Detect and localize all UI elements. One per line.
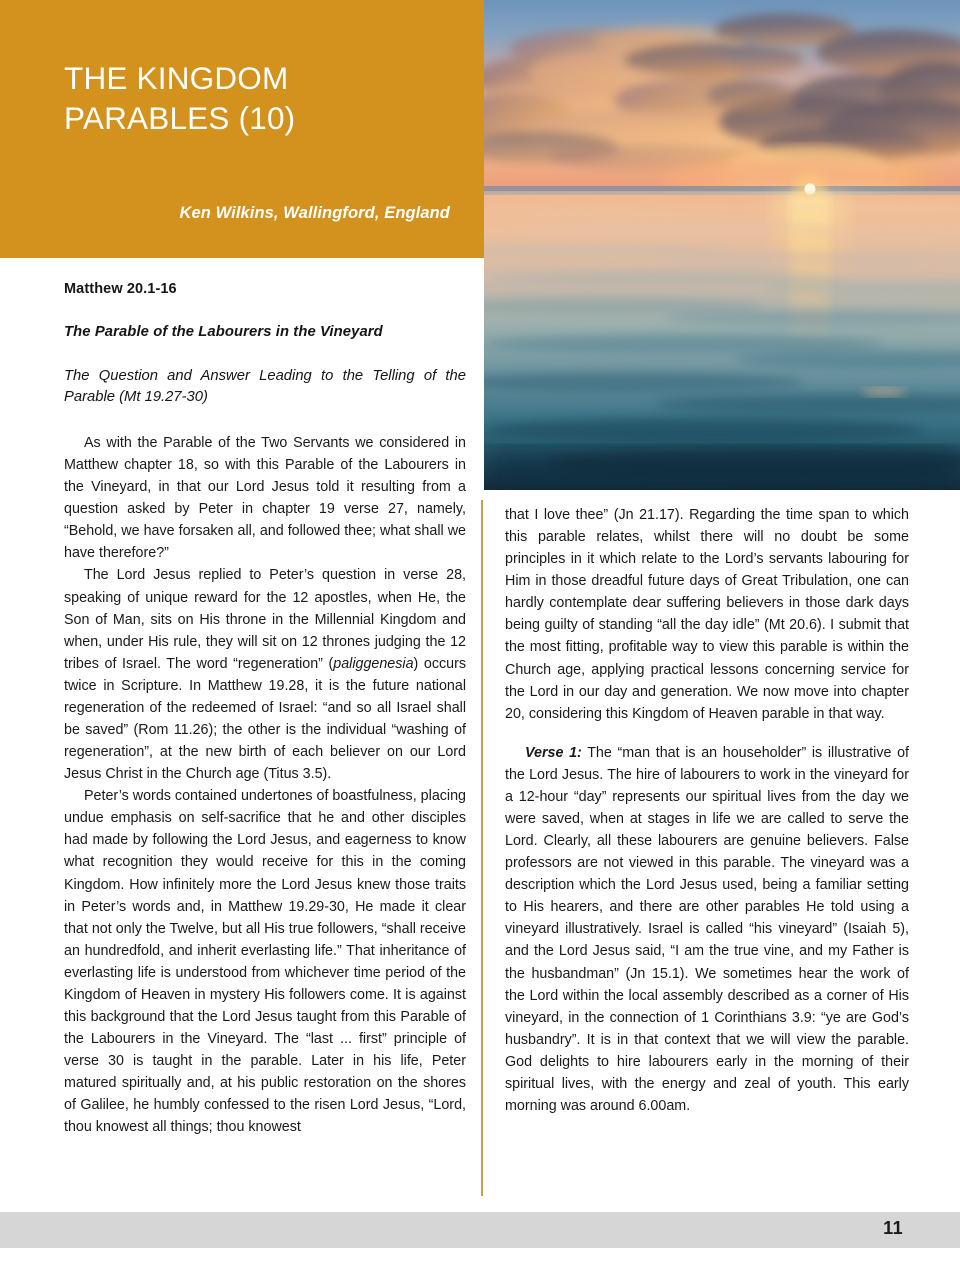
paragraph-part: ) occurs twice in Scripture. In Matthew 19.28, it is the future national regeneration of the redeemed of Israel: “and so all Israel shall be saved” (Rom 11.26); the other is the individual “washing of regeneration”, at the new birth of each believer on our Lord Jesus Christ in the Church age (Titus 3.5). (64, 655, 467, 783)
paragraph (505, 742, 909, 1117)
paragraph-part: The Lord Jesus replied to Peter’s question in verse 28, speaking of unique reward for the 12 apostles, when He, the Son of Man, sits on His throne in the Millennial Kingdom and when, under His rule, they will sit on 12 thrones judging the 12 tribes of Israel. The word “regeneration” ( (64, 567, 466, 672)
paragraph: that I love thee” (Jn 21.17). Regarding the time span to which this parable relates, whilst there will no doubt be some principles in it which relate to the Lord’s servants labouring for Him in those dreadful future days of Great Tribulation, one can hardly contemplate dear suffering believers in those dark days being guilty of standing “all the day idle” (Mt 20.6). I submit that the most fitting, profitable way to view this parable is within the Church age, applying practical lessons concerning service for the Lord in our day and generation. We now move into chapter 20, considering this Kingdom of Heaven parable in that way. (505, 507, 909, 722)
page-number: 11 (883, 1218, 903, 1238)
page-title-line-1: THE KINGDOM (64, 60, 289, 96)
column-divider (481, 500, 483, 1196)
body-column-right (505, 504, 909, 1194)
parable-title: The Parable of the Labourers in the Vineyard (64, 324, 383, 340)
paragraph: Peter’s words contained undertones of boastfulness, placing undue emphasis on self-sacrifice that he and other disciples had made by following the Lord Jesus, and eagerness to know what recognition they would receive for this in the coming Kingdom. How infinitely more the Lord Jesus knew those traits in Peter’s words and, in Matthew 19.29-30, He made it clear that not only the Twelve, but all His true followers, “shall receive an hundredfold, and inherit everlasting life.” That inheritance of everlasting life is understood from whichever time period of the Kingdom of Heaven in mystery His followers come. It is against this background that the Lord Jesus taught from this Parable of the Labourers in the Vineyard. The “last ... first” principle of verse 30 is taught in the parable. Later in his life, Peter matured spiritually and, at his public restoration on the shores of Galilee, he humbly confessed to the risen Lord Jesus, “Lord, thou knowest all things; thou knowest (64, 788, 466, 1136)
page-title (64, 58, 450, 139)
masthead-panel (0, 0, 484, 258)
author-byline: Ken Wilkins, Wallingford, England (179, 204, 450, 222)
sunset-over-water-photo (484, 0, 960, 490)
body-column-left (64, 432, 466, 1194)
scripture-reference: Matthew 20.1-16 (64, 281, 177, 297)
page-title-line-2: PARABLES (10) (64, 100, 296, 137)
article-heading-block (64, 281, 466, 409)
sunset-photo-illustration (484, 0, 960, 490)
verse-label: Verse 1: (525, 744, 582, 761)
section-subtitle: The Question and Answer Leading to the Telling of the Parable (Mt 19.27-30) (64, 368, 466, 406)
paragraph: As with the Parable of the Two Servants we considered in Matthew chapter 18, so with this Parable of the Labourers in the Vineyard, in that our Lord Jesus told it resulting from a question asked by Peter in chapter 19 verse 27, namely, “Behold, we have forsaken all, and followed thee; what shall we have therefore?” (64, 435, 466, 562)
paragraph (64, 564, 466, 785)
greek-term: paliggenesia (333, 655, 414, 672)
footer-bar (0, 1212, 960, 1248)
paragraph-part: The “man that is an householder” is illustrative of the Lord Jesus. The hire of labourers to work in the vineyard for a 12-hour “day” represents our spiritual lives from the day we were saved, when at stages in life we are called to serve the Lord. Clearly, all these labourers are genuine believers. False professors are not viewed in this parable. The vineyard was a description which the Lord Jesus used, being a familiar setting to His hearers, and there are other parables He told using a vineyard illustratively. Israel is called “his vineyard” (Isaiah 5), and the Lord Jesus said, “I am the true vine, and my Father is the husbandman” (Jn 15.1). We sometimes hear the work of the Lord within the local assembly described as a corner of His vineyard, in the connection of 1 Corinthians 3.9: “ye are God’s husbandry”. It is in that context that we will view the parable. God delights to hire labourers early in the morning of their spiritual lives, with the energy and zeal of youth. This early morning was around 6.00am. (505, 744, 909, 1115)
